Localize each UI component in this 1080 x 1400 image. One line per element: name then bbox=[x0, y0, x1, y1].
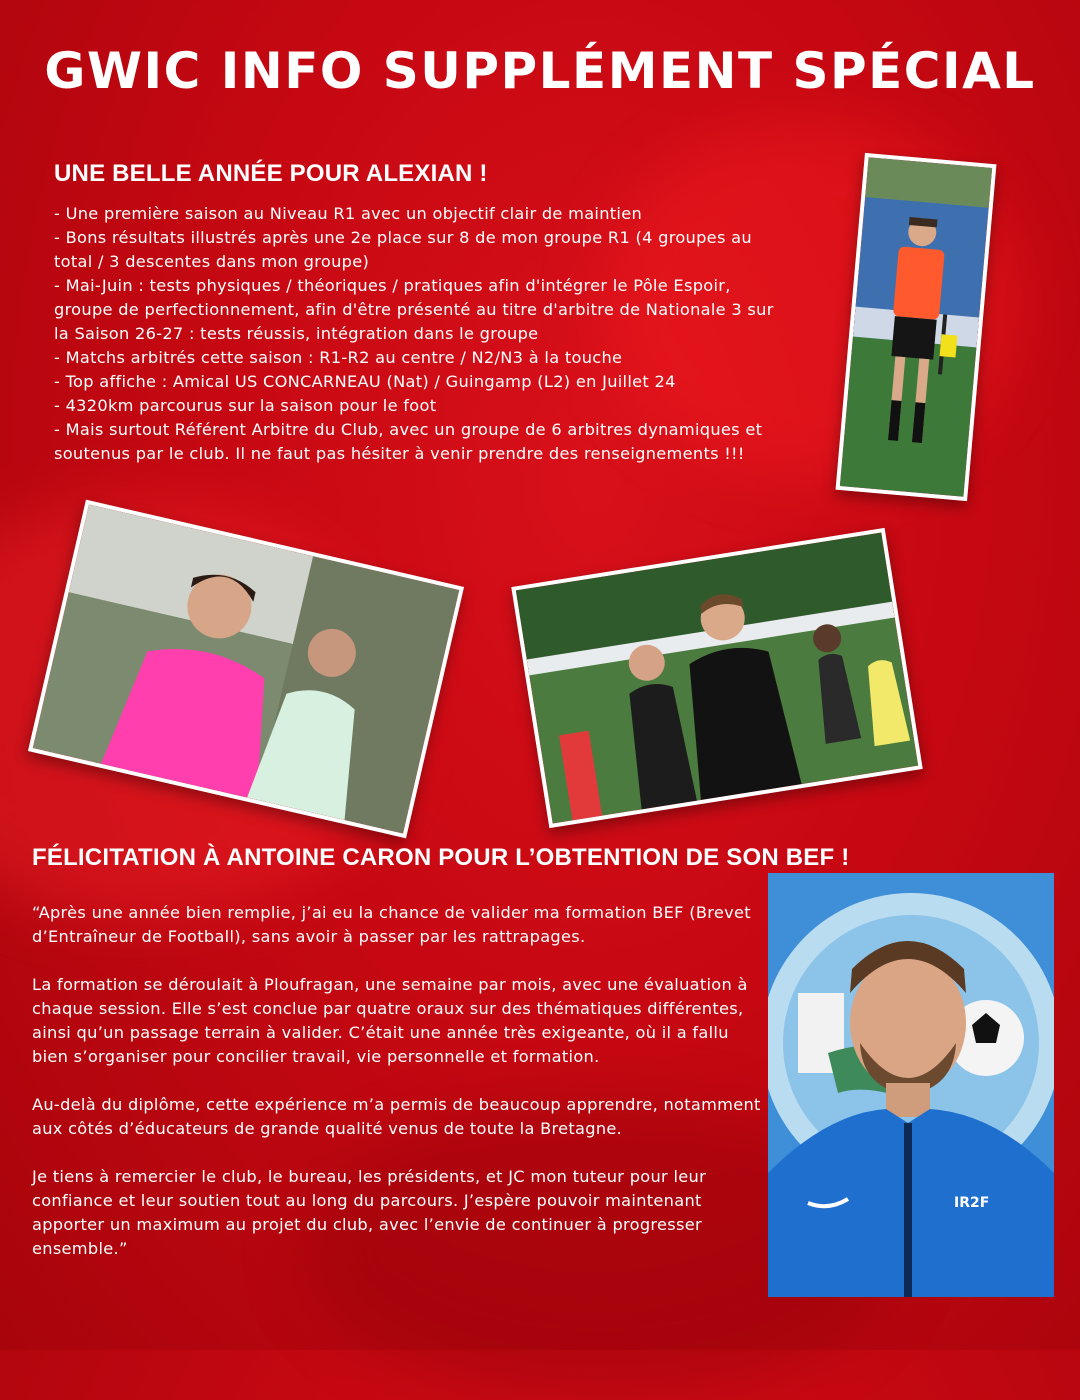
antoine-testimony bbox=[32, 901, 762, 1285]
list-item: - Mai-Juin : tests physiques / théoriques / pratiques afin d'intégrer le Pôle Espoir, groupe de perfectionnement, afin d'être présenté au titre d'arbitre de Nationale 3 sur la Saison 26-27 : tests réussis, intégration dans le groupe bbox=[54, 276, 774, 343]
list-item: - Top affiche : Amical US CONCARNEAU (Nat) / Guingamp (L2) en Juillet 24 bbox=[54, 372, 676, 391]
alexian-achievements-list bbox=[54, 202, 794, 466]
paragraph: Au-delà du diplôme, cette expérience m’a permis de beaucoup apprendre, notamment aux côtés d’éducateurs de grande qualité venus de toute la Bretagne. bbox=[32, 1095, 761, 1138]
list-item: - Mais surtout Référent Arbitre du Club, avec un groupe de 6 arbitres dynamiques et soutenus par le club. Il ne faut pas hésiter à venir prendre des renseignements !!! bbox=[54, 420, 763, 463]
paragraph: “Après une année bien remplie, j’ai eu la chance de valider ma formation BEF (Brevet d’Entraîneur de Football), sans avoir à passer par les rattrapages. bbox=[32, 903, 751, 946]
section-heading-alexian: UNE BELLE ANNÉE POUR ALEXIAN ! bbox=[54, 160, 488, 187]
paragraph: Je tiens à remercier le club, le bureau, les présidents, et JC mon tuteur pour leur confiance et leur soutien tout au long du parcours. J’espère pouvoir maintenant apporter un maximum au projet du club, avec l’envie de continuer à progresser ensemble.” bbox=[32, 1167, 707, 1258]
ir2f-logo-text: IR2F bbox=[954, 1195, 990, 1211]
photo-antoine-portrait bbox=[768, 873, 1054, 1297]
list-item: - Bons résultats illustrés après une 2e place sur 8 de mon groupe R1 (4 groupes au total / 3 descentes dans mon groupe) bbox=[54, 228, 752, 271]
section-heading-antoine: FÉLICITATION À ANTOINE CARON POUR L’OBTENTION DE SON BEF ! bbox=[32, 844, 850, 871]
list-item: - Une première saison au Niveau R1 avec un objectif clair de maintien bbox=[54, 204, 643, 223]
list-item: - 4320km parcourus sur la saison pour le foot bbox=[54, 396, 437, 415]
list-item: - Matchs arbitrés cette saison : R1-R2 au centre / N2/N3 à la touche bbox=[54, 348, 623, 367]
page-title: GWIC INFO SUPPLÉMENT SPÉCIAL bbox=[44, 42, 1036, 100]
photo-referee-standing bbox=[836, 153, 997, 501]
paragraph: La formation se déroulait à Ploufragan, une semaine par mois, avec une évaluation à chaque session. Elle s’est conclue par quatre oraux sur des thématiques différentes, ainsi qu’un passage terrain à valider. C’était une année très exigeante, où il a fallu bien s’organiser pour concilier travail, vie personnelle et formation. bbox=[32, 975, 748, 1066]
photo-coach-jacket bbox=[511, 528, 923, 828]
